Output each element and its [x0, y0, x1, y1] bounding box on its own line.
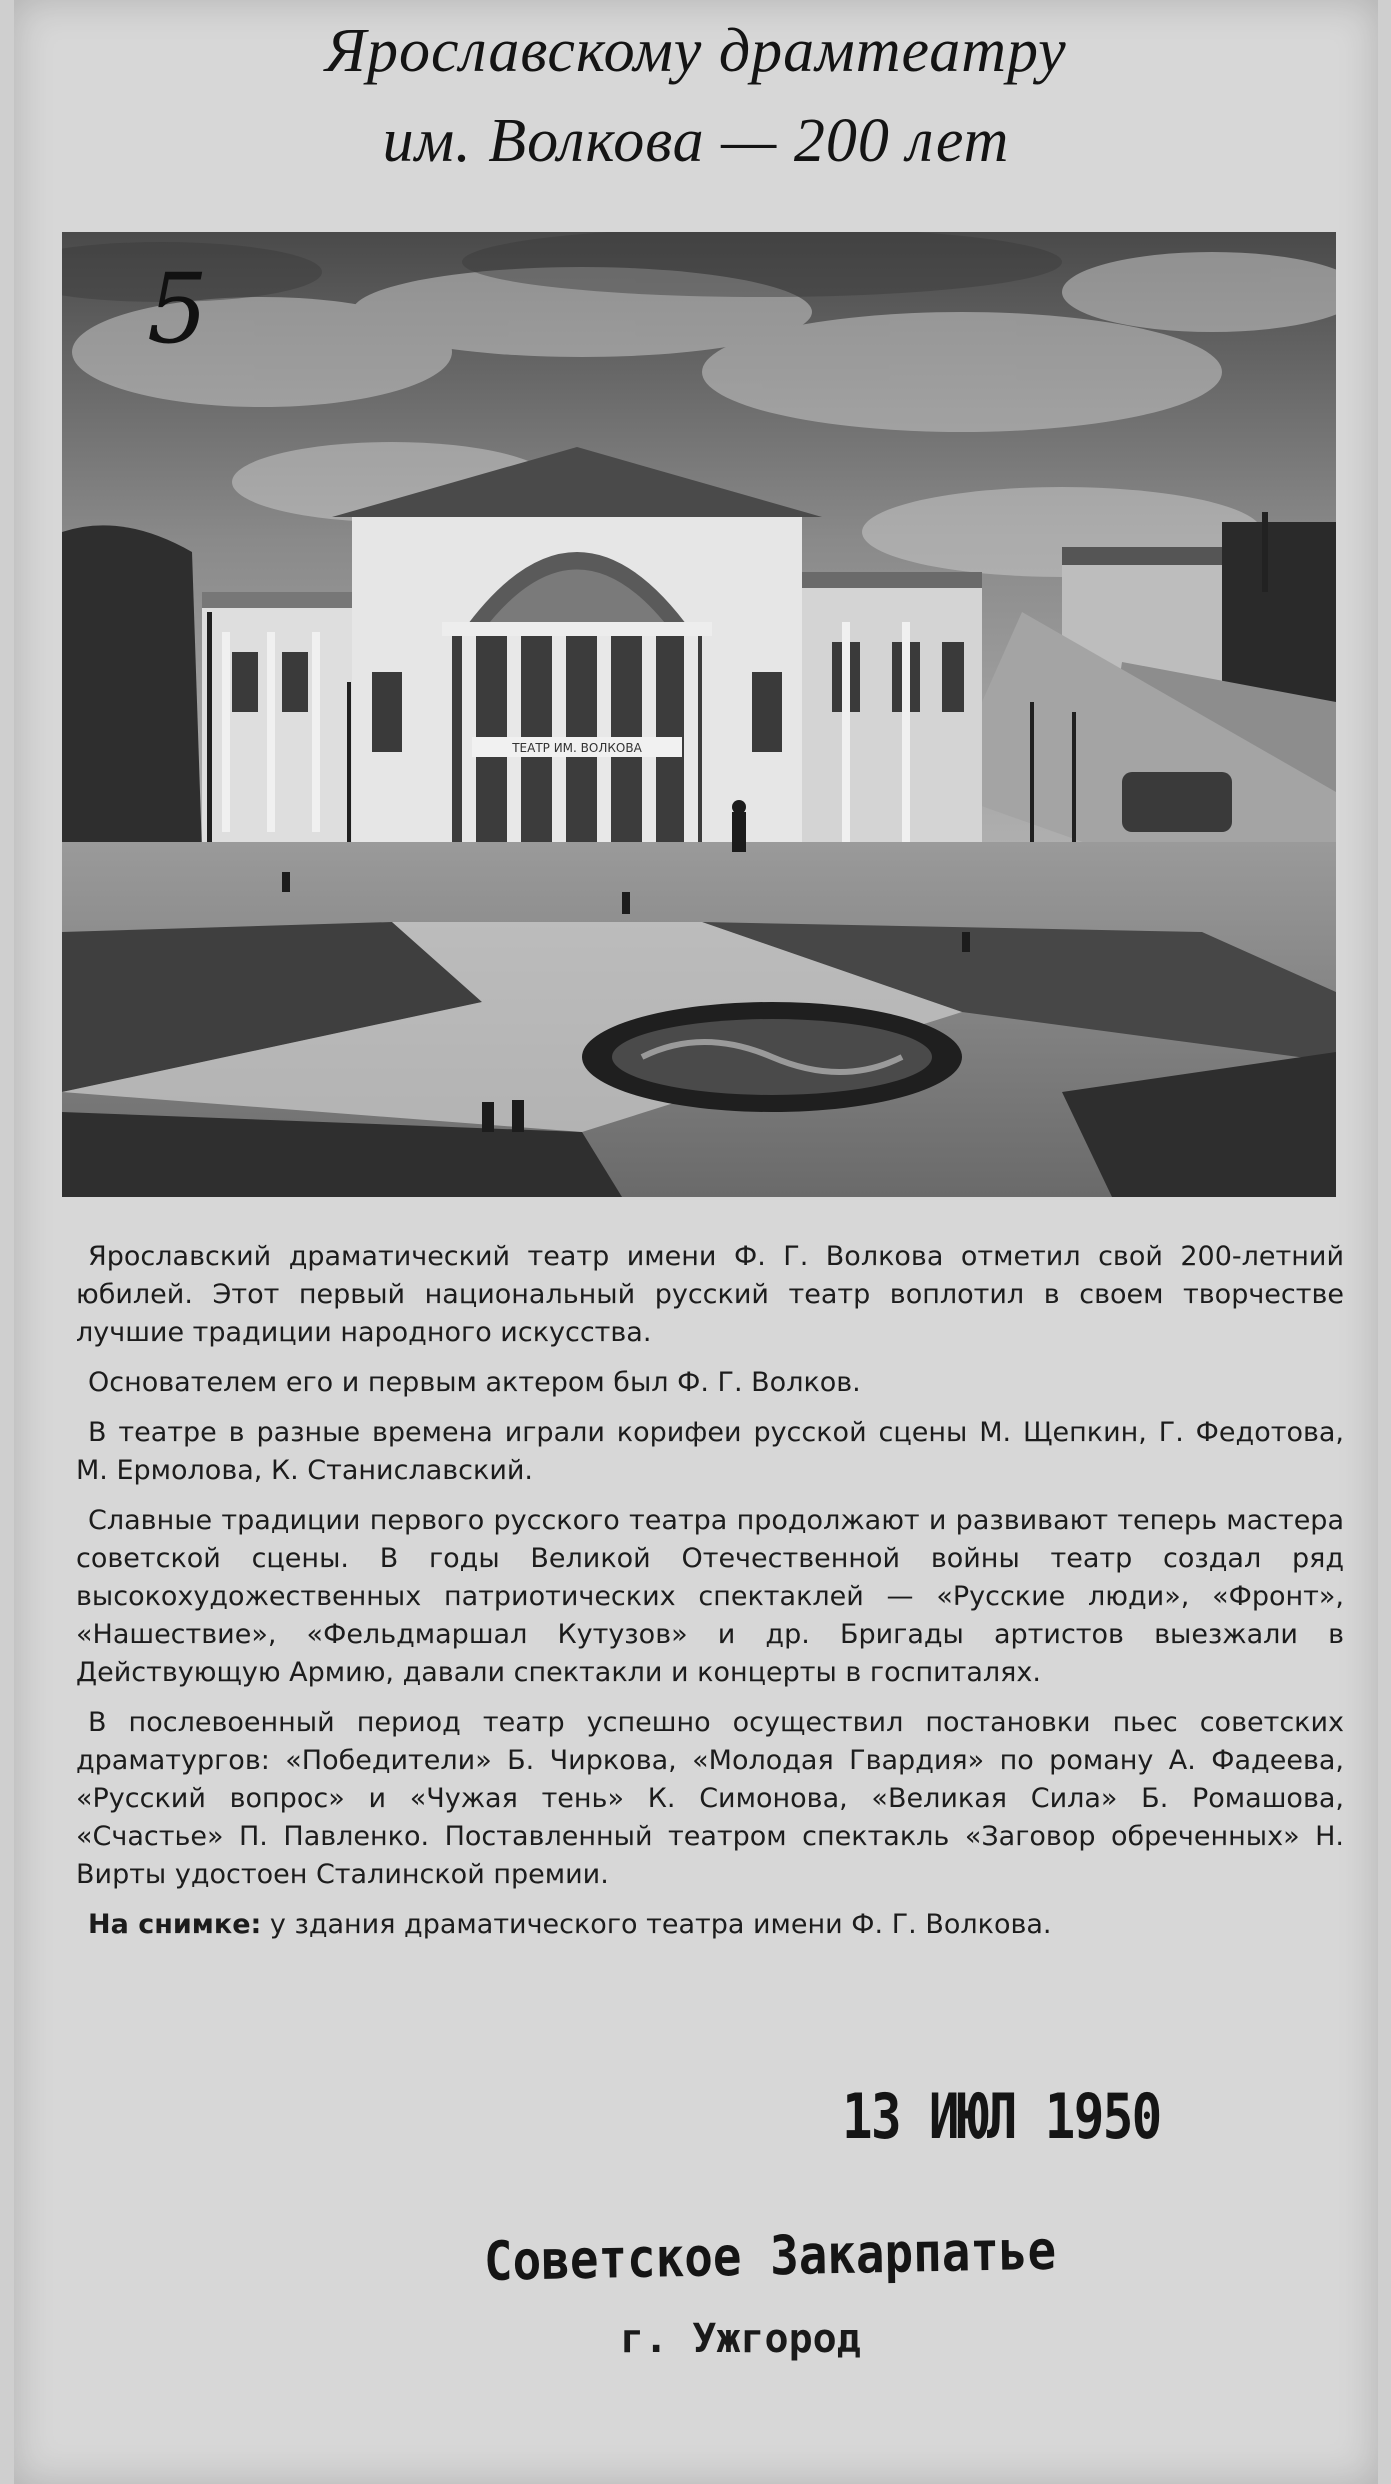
caption-label: На снимке: — [88, 1909, 262, 1940]
headline-line-2: им. Волкова — 200 лет — [382, 107, 1010, 175]
article-paragraph: Ярославский драматический театр имени Ф. Г. Волкова отметил свой 200-летний юбилей. Этот первый национальный русский театр воплотил в своем творчестве лучшие традиции народного искусства. — [76, 1241, 1344, 1348]
article-paragraph: В театре в разные времена играли корифеи русской сцены М. Щепкин, Г. Федотова, М. Ермолова, К. Станиславский. — [76, 1417, 1344, 1486]
city-stamp: г. Ужгород — [620, 2316, 861, 2362]
caption-text: у здания драматического театра имени Ф. Г. Волкова. — [261, 1909, 1052, 1940]
newspaper-clipping — [14, 0, 1378, 2484]
theatre-illustration — [62, 232, 1336, 1197]
article-paragraph: В послевоенный период театр успешно осуществил постановки пьес советских драматургов: «Победители» Б. Чиркова, «Молодая Гвардия» по роману А. Фадеева, «Русский вопрос» и «Чужая тень» К. Симонова, «Великая Сила» Б. Ромашова, «Счастье» П. Павленко. Поставленный театром спектакль «Заговор обреченных» Н. Вирты удостоен Сталинской премии. — [76, 1707, 1344, 1890]
article-paragraph: Основателем его и первым актером был Ф. Г. Волков. — [88, 1367, 861, 1398]
theatre-photo — [62, 232, 1336, 1197]
article-paragraph: Славные традиции первого русского театра продолжают и развивают теперь мастера советской сцены. В годы Великой Отечественной войны театр создал ряд высокохудожественных патриотических спектаклей — «Русские люди», «Фронт», «Нашествие», «Фельдмаршал Кутузов» и др. Бригады артистов выезжали в Действующую Армию, давали спектакли и концерты в госпиталях. — [76, 1505, 1344, 1688]
handwritten-mark: 5 — [147, 253, 209, 365]
photo-caption — [76, 1906, 1344, 1944]
facade-sign: ТЕАТР ИМ. ВОЛКОВА — [512, 741, 642, 755]
article-body — [76, 1238, 1344, 1956]
date-stamp: 13 ИЮЛ 1950 — [842, 2080, 1161, 2153]
newspaper-stamp: Советское Закарпатье — [483, 2218, 1057, 2293]
left-trees — [62, 525, 202, 852]
headline-line-1: Ярославскому драмтеатру — [325, 17, 1067, 85]
